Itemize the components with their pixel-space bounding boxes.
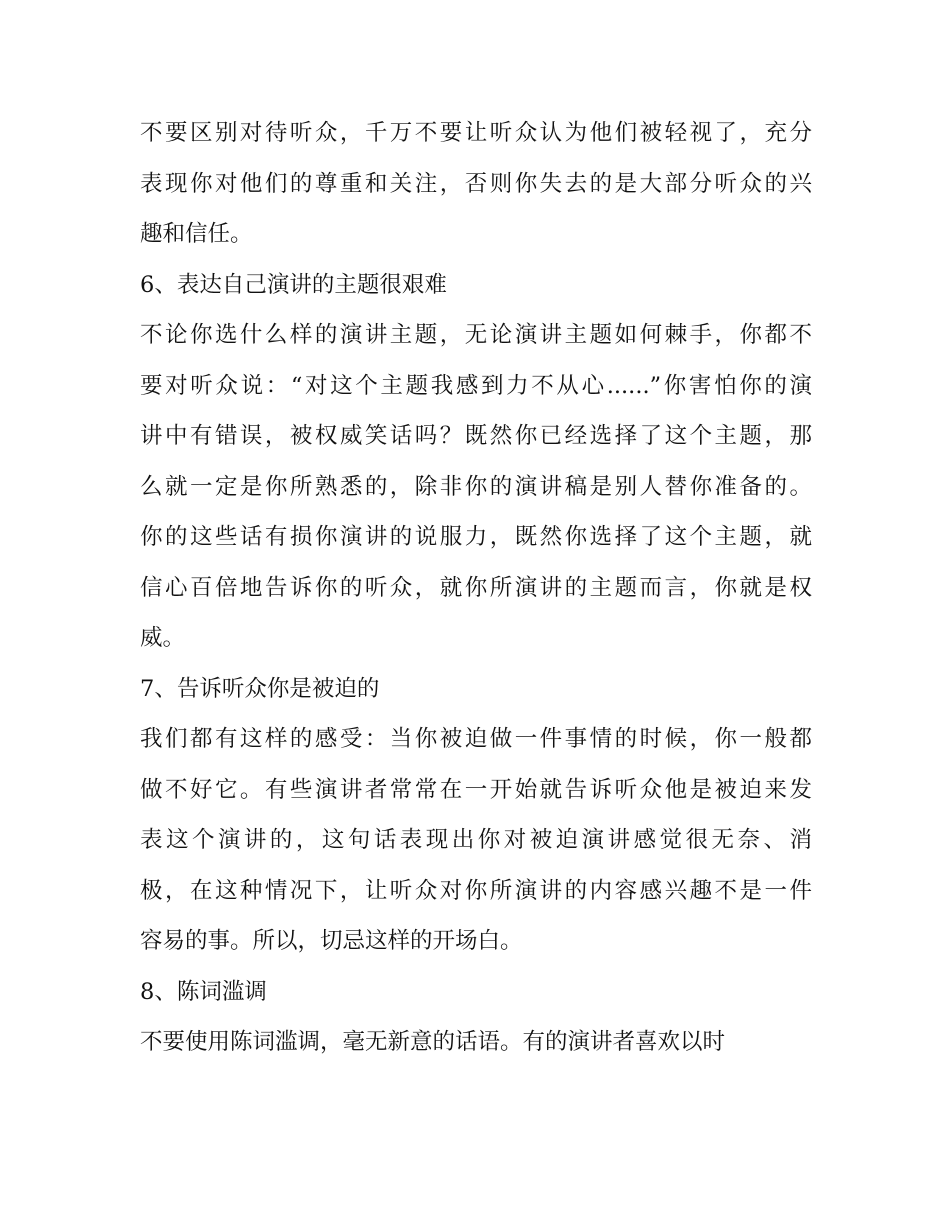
text-line: 表现你对他们的尊重和关注，否则你失去的是大部分听众的兴 xyxy=(140,170,812,197)
text-line: 要对听众说：“对这个主题我感到力不从心......”你害怕你的演 xyxy=(140,372,812,399)
text-line: 么就一定是你所熟悉的，除非你的演讲稿是别人替你准备的。 xyxy=(140,473,812,500)
section-heading: 7、告诉听众你是被迫的 xyxy=(140,675,380,702)
text-line: 不要区别对待听众，千万不要让听众认为他们被轻视了，充分 xyxy=(140,120,812,146)
text-line: 讲中有错误，被权威笑话吗？既然你已经选择了这个主题，那 xyxy=(140,423,812,449)
text-line: 做不好它。有些演讲者常常在一开始就告诉听众他是被迫来发 xyxy=(140,776,812,803)
document-body xyxy=(140,108,812,1068)
text-line: 容易的事。所以，切忌这样的开场白。 xyxy=(140,928,523,954)
text-line: 表这个演讲的，这句话表现出你对被迫演讲感觉很无奈、消 xyxy=(140,827,812,853)
section-heading: 6、表达自己演讲的主题很艰难 xyxy=(140,271,447,298)
text-line: 趣和信任。 xyxy=(140,221,253,247)
text-line: 不论你选什么样的演讲主题，无论演讲主题如何棘手，你都不 xyxy=(140,322,812,348)
text-line: 信心百倍地告诉你的听众，就你所演讲的主题而言，你就是权 xyxy=(140,574,812,601)
text-line: 威。 xyxy=(140,625,186,651)
section-heading: 8、陈词滥调 xyxy=(140,978,267,1005)
text-line: 极，在这种情况下，让听众对你所演讲的内容感兴趣不是一件 xyxy=(140,877,812,904)
text-line: 我们都有这样的感受：当你被迫做一件事情的时候，你一般都 xyxy=(140,726,812,752)
text-line: 你的这些话有损你演讲的说服力，既然你选择了这个主题，就 xyxy=(140,524,812,550)
text-line: 不要使用陈词滥调，毫无新意的话语。有的演讲者喜欢以时 xyxy=(140,1029,726,1055)
